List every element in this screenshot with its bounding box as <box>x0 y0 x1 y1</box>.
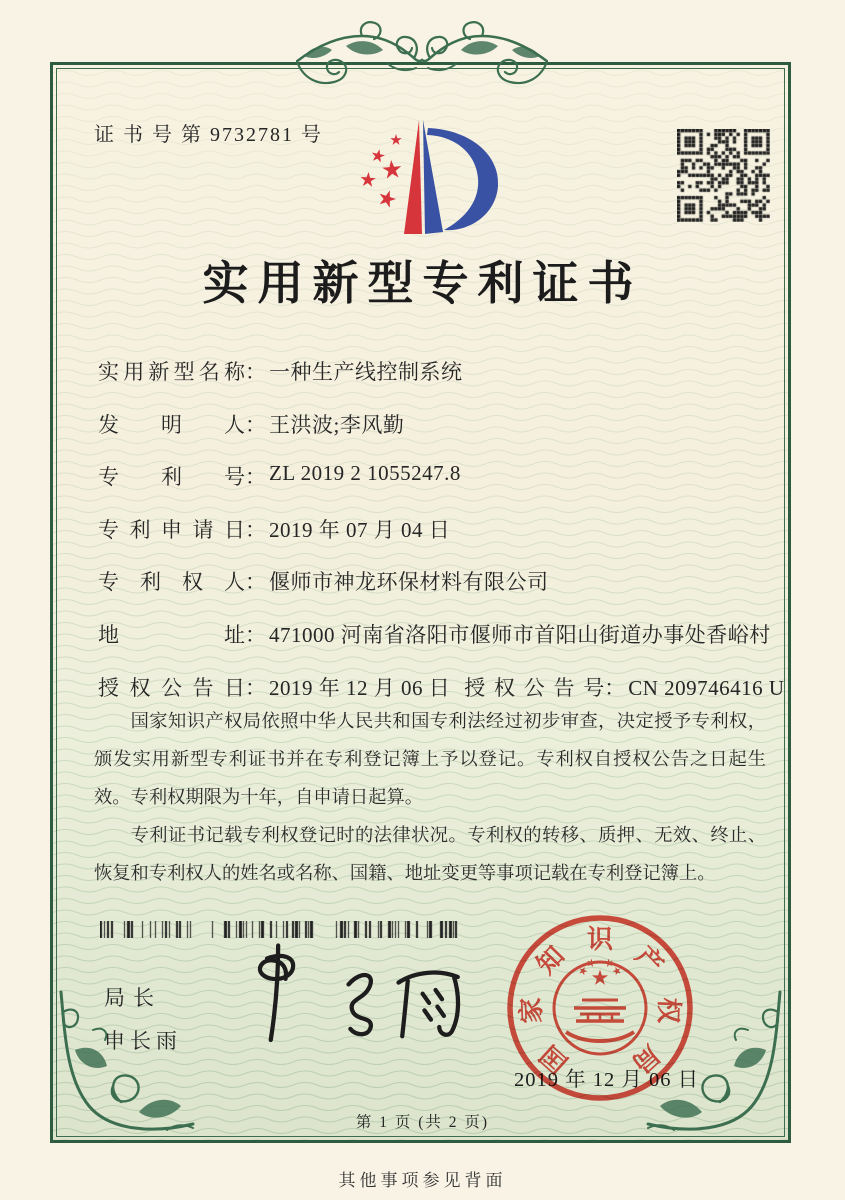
logo-stars-icon <box>361 134 402 208</box>
field-label: 实用新型名称 <box>98 360 245 384</box>
field-colon: ： <box>245 675 266 700</box>
field-value-grant-date: 2019 年 12 月 06 日 <box>269 675 451 700</box>
field-row-patentee <box>98 566 788 619</box>
svg-text:识: 识 <box>586 925 614 954</box>
field-label: 专利申请日 <box>98 517 245 542</box>
legal-paragraph-2: 专利证书记载专利权登记时的法律状况。专利权的转移、质押、无效、终止、恢复和专利权人的姓名或名称、国籍、地址变更等事项记载在专利登记簿上。 <box>94 825 766 883</box>
signature-handwriting <box>230 938 480 1054</box>
field-row-name <box>98 356 788 409</box>
field-colon: ： <box>245 570 266 595</box>
field-row-patent-number <box>98 461 788 514</box>
dragon-ornament-icon <box>296 18 548 106</box>
grant-number-group <box>464 672 784 702</box>
field-label: 地址 <box>98 622 245 647</box>
field-colon: ： <box>245 465 266 490</box>
page-indicator: 第 1 页 (共 2 页) <box>355 1114 490 1131</box>
field-value-address: 471000 河南省洛阳市偃师市首阳山街道办事处香峪村 <box>269 622 771 647</box>
field-value-grant-number: CN 209746416 U <box>628 675 785 700</box>
commissioner-name: 申长雨 <box>104 1029 182 1053</box>
field-row-address <box>98 619 788 672</box>
certificate-number: 证 书 号 第 9732781 号 <box>94 124 323 146</box>
svg-text:权: 权 <box>653 996 684 1024</box>
field-label: 专利号 <box>98 465 245 490</box>
logo-blue-wedge <box>423 120 443 234</box>
field-label: 授权公告号 <box>464 675 605 700</box>
field-colon: ： <box>245 360 266 384</box>
legal-paragraph-1: 国家知识产权局依照中华人民共和国专利法经过初步审查，决定授予专利权，颁发实用新型专利证书并在专利登记簿上予以登记。专利权自授权公告之日起生效。专利权期限为十年，自申请日起算。 <box>94 711 766 807</box>
svg-text:国: 国 <box>534 1039 574 1079</box>
field-label: 授权公告日 <box>98 675 245 700</box>
field-row-inventor <box>98 409 788 462</box>
back-side-note: 其他事项参见背面 <box>338 1171 507 1190</box>
field-colon: ： <box>245 517 266 542</box>
commissioner-title: 局长 <box>104 986 162 1010</box>
official-seal <box>502 910 698 1106</box>
field-colon: ： <box>245 412 266 437</box>
national-emblem-icon <box>554 959 646 1054</box>
field-value-patent-number: ZL 2019 2 1055247.8 <box>269 461 461 486</box>
field-label: 发明人 <box>98 412 245 437</box>
certificate-title: 实用新型专利证书 <box>202 258 643 309</box>
field-row-filing-date <box>98 514 788 567</box>
svg-text:家: 家 <box>516 996 547 1024</box>
legal-text-block <box>94 702 766 892</box>
field-colon: ： <box>604 675 626 700</box>
field-colon: ： <box>245 622 266 647</box>
qr-code <box>677 129 770 222</box>
svg-text:产: 产 <box>629 940 669 980</box>
field-value-filing-date: 2019 年 07 月 04 日 <box>269 517 451 542</box>
svg-text:知: 知 <box>531 940 571 980</box>
cnipa-logo-icon <box>332 104 532 244</box>
field-value-utility-model-name: 一种生产线控制系统 <box>269 360 463 384</box>
barcode <box>100 921 458 938</box>
field-value-inventors: 王洪波;李风勤 <box>269 412 405 437</box>
seal-date: 2019 年 12 月 06 日 <box>514 1069 700 1091</box>
logo-red-wedge <box>404 120 422 234</box>
certificate-fields <box>98 356 788 724</box>
svg-text:局: 局 <box>626 1039 666 1079</box>
grant-date-group <box>98 672 450 702</box>
field-label: 专利权人 <box>98 570 245 595</box>
field-value-patentee: 偃师市神龙环保材料有限公司 <box>269 570 549 595</box>
